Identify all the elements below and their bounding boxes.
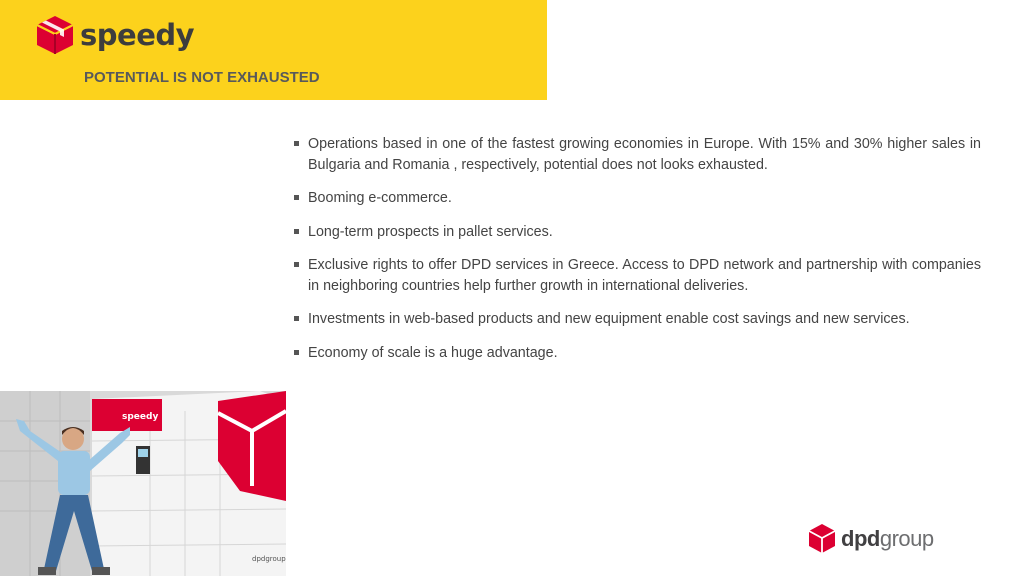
bullet-text: Booming e-commerce. [308,190,452,206]
bullet-marker [294,195,299,200]
bullet-text: Investments in web-based products and new equipment enable cost savings and new services. [308,311,910,327]
bullet-list [294,134,981,376]
dpdgroup-logo [808,523,934,554]
wordmark-group: group [879,525,934,551]
dpd-cube-icon [808,523,836,554]
page-subtitle: POTENTIAL IS NOT EXHAUSTED [84,69,320,86]
bullet-item [294,188,981,209]
header-band [0,0,547,100]
bullet-item [294,222,981,243]
bullet-marker [294,262,299,267]
wordmark-dpd: dpd [841,525,880,551]
dpdgroup-wordmark [841,526,934,552]
bullet-text: Exclusive rights to offer DPD services in Greece. Access to DPD network and partnership with companies in neighboring countries help further growth in international deliveries. [308,257,981,294]
locker-brand: speedy [122,412,159,422]
bullet-item [294,343,981,364]
bullet-item [294,309,981,330]
bullet-marker [294,141,299,146]
bullet-marker [294,229,299,234]
bullet-text: Long-term prospects in pallet services. [308,223,553,240]
red-cube-icon [36,15,74,55]
locker-footer: dpdgroup [252,555,286,563]
bullet-item [294,134,981,175]
bullet-text: Operations based in one of the fastest growing economies in Europe. With 15% and 30% higher sales in Bulgaria and Romania , respectively, potential does not looks exhausted. [308,136,981,173]
bullet-marker [294,350,299,355]
bullet-item [294,255,981,296]
speedy-logo [36,14,194,56]
bullet-text: Economy of scale is a huge advantage. [308,344,558,361]
bullet-marker [294,316,299,321]
locker-photo [0,391,286,576]
brand-name: speedy [80,18,195,52]
